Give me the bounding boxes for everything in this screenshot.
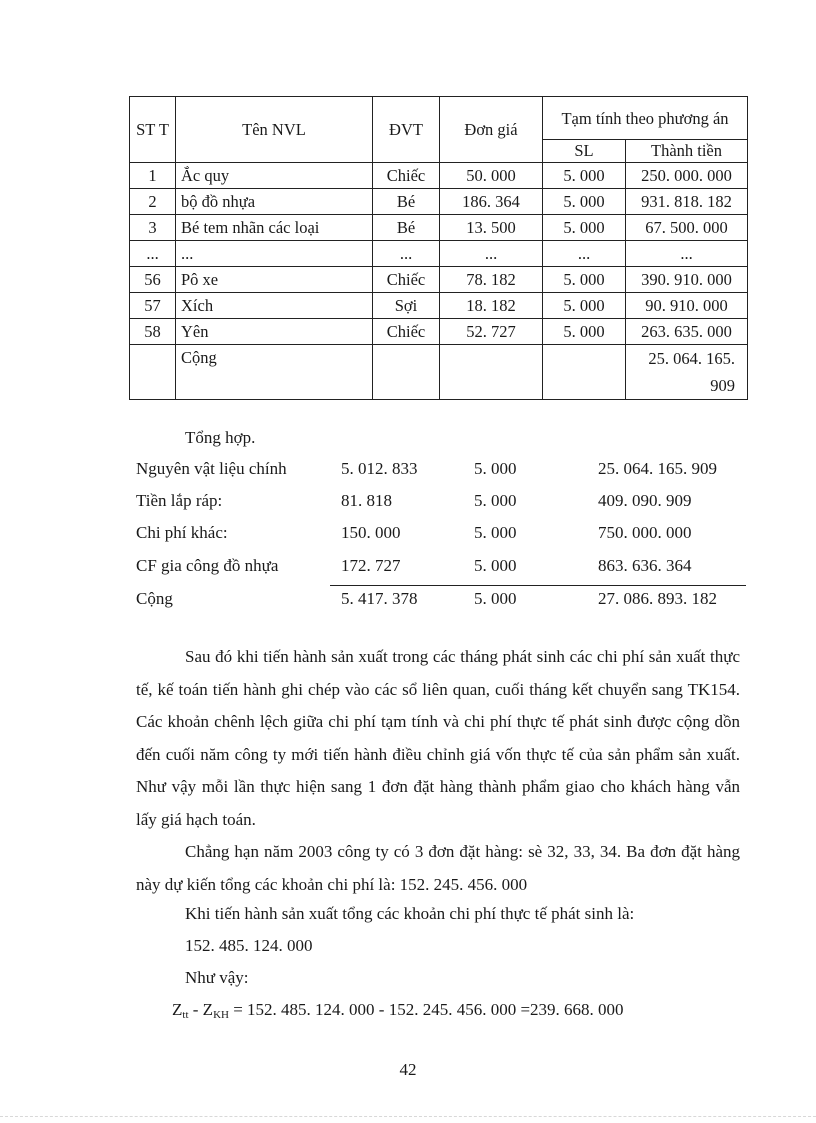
cell-stt: 2 xyxy=(130,189,176,215)
cell-name: bộ đồ nhựa xyxy=(176,189,373,215)
text-line: 152. 485. 124. 000 xyxy=(185,936,313,955)
cell-stt: ... xyxy=(130,241,176,267)
table-row xyxy=(130,189,748,215)
formula-minus: - Z xyxy=(188,1000,214,1019)
formula-line xyxy=(172,1000,624,1021)
page-bottom-border xyxy=(0,1116,816,1117)
cell-unit: Sợi xyxy=(373,293,440,319)
cell-qty: 5. 000 xyxy=(543,267,626,293)
summary-qty: 5. 000 xyxy=(474,589,517,608)
table-row xyxy=(130,267,748,293)
header-qty: SL xyxy=(543,140,626,163)
cell-name: Yên xyxy=(176,319,373,345)
header-name: Tên NVL xyxy=(176,97,373,163)
cell-name: Bé tem nhãn các loại xyxy=(176,215,373,241)
cell-name: ... xyxy=(176,241,373,267)
paragraph-2: Chẳng hạn năm 2003 công ty có 3 đơn đặt hàng: sè 32, 33, 34. Ba đơn đặt hàng này dự kiến tổng các khoản chi phí là: 152. 245. 456. 000 xyxy=(136,842,740,894)
cell-empty xyxy=(543,345,626,400)
formula-sub-kh: KH xyxy=(213,1009,229,1021)
table-row xyxy=(130,319,748,345)
summary-total: 863. 636. 364 xyxy=(598,556,692,575)
cell-price: 13. 500 xyxy=(440,215,543,241)
cell-price: 52. 727 xyxy=(440,319,543,345)
table-row xyxy=(130,215,748,241)
cell-empty xyxy=(130,345,176,400)
cell-qty: 5. 000 xyxy=(543,293,626,319)
formula-sub-tt: tt xyxy=(182,1009,189,1021)
table-total-row xyxy=(130,345,748,400)
text-line: Như vậy: xyxy=(185,968,249,987)
summary-unit-cost: 5. 012. 833 xyxy=(341,459,418,478)
summary-label: Cộng xyxy=(136,589,173,608)
summary-unit-cost: 81. 818 xyxy=(341,491,392,510)
summary-total: 750. 000. 000 xyxy=(598,523,692,542)
summary-qty: 5. 000 xyxy=(474,556,517,575)
summary-qty: 5. 000 xyxy=(474,459,517,478)
header-price: Đơn giá xyxy=(440,97,543,163)
cell-price: 50. 000 xyxy=(440,163,543,189)
cell-unit: Chiếc xyxy=(373,267,440,293)
cell-empty xyxy=(373,345,440,400)
formula-rest: = 152. 485. 124. 000 - 152. 245. 456. 000 =239. 668. 000 xyxy=(228,1000,624,1019)
summary-unit-cost: 5. 417. 378 xyxy=(341,589,418,608)
summary-qty: 5. 000 xyxy=(474,523,517,542)
text-line: Khi tiến hành sản xuất tổng các khoản chi phí thực tế phát sinh là: xyxy=(185,904,635,923)
header-stt: ST T xyxy=(130,97,176,163)
header-amount: Thành tiền xyxy=(626,140,748,163)
formula-z: Z xyxy=(172,1000,183,1019)
materials-table xyxy=(129,96,748,400)
total-label: Cộng xyxy=(176,345,373,400)
cell-amount: 250. 000. 000 xyxy=(626,163,748,189)
cell-price: 18. 182 xyxy=(440,293,543,319)
summary-row xyxy=(136,459,748,483)
table-header-row xyxy=(130,97,748,140)
cell-stt: 56 xyxy=(130,267,176,293)
summary-row xyxy=(136,491,748,515)
cell-amount: 90. 910. 000 xyxy=(626,293,748,319)
summary-unit-cost: 150. 000 xyxy=(341,523,401,542)
cell-price: 78. 182 xyxy=(440,267,543,293)
summary-total: 25. 064. 165. 909 xyxy=(598,459,717,478)
cell-qty: ... xyxy=(543,241,626,267)
table-row xyxy=(130,163,748,189)
cell-amount: ... xyxy=(626,241,748,267)
cell-empty xyxy=(440,345,543,400)
cell-amount: 263. 635. 000 xyxy=(626,319,748,345)
cell-amount: 67. 500. 000 xyxy=(626,215,748,241)
cell-stt: 1 xyxy=(130,163,176,189)
cell-stt: 57 xyxy=(130,293,176,319)
cell-price: ... xyxy=(440,241,543,267)
cell-name: Ắc quy xyxy=(176,163,373,189)
summary-unit-cost: 172. 727 xyxy=(341,556,401,575)
summary-row xyxy=(136,523,748,547)
cell-unit: Bé xyxy=(373,189,440,215)
summary-total-row xyxy=(136,589,748,613)
summary-label: Chi phí khác: xyxy=(136,523,228,542)
cell-unit: Chiếc xyxy=(373,319,440,345)
cell-unit: Bé xyxy=(373,215,440,241)
cell-amount: 931. 818. 182 xyxy=(626,189,748,215)
header-unit: ĐVT xyxy=(373,97,440,163)
cell-stt: 58 xyxy=(130,319,176,345)
cell-qty: 5. 000 xyxy=(543,215,626,241)
summary-total: 409. 090. 909 xyxy=(598,491,692,510)
table-row xyxy=(130,241,748,267)
paragraph-1: Sau đó khi tiến hành sản xuất trong các tháng phát sinh các chi phí sản xuất thực tế, kế toán tiến hành ghi chép vào các sổ liên quan, cuối tháng kết chuyển sang TK154. Các khoản chênh lệch giữa chi phí tạm tính và chi phí thực tế phát sinh được cộng dồn đến cuối năm công ty mới tiến hành điều chỉnh giá vốn thực tế của sản phẩm sản xuất. Như vậy mỗi lần thực hiện sang 1 đơn đặt hàng thành phẩm giao cho khách hàng vẫn lấy giá hạch toán. xyxy=(136,647,740,829)
summary-title: Tổng hợp. xyxy=(185,428,256,447)
header-group: Tạm tính theo phương án xyxy=(543,97,748,140)
cell-amount: 390. 910. 000 xyxy=(626,267,748,293)
summary-total: 27. 086. 893. 182 xyxy=(598,589,717,608)
table-row xyxy=(130,293,748,319)
summary-label: Nguyên vật liệu chính xyxy=(136,459,287,478)
cell-name: Pô xe xyxy=(176,267,373,293)
summary-label: CF gia công đồ nhựa xyxy=(136,556,279,575)
cell-qty: 5. 000 xyxy=(543,163,626,189)
summary-label: Tiền lắp ráp: xyxy=(136,491,223,510)
total-amount: 25. 064. 165. 909 xyxy=(626,345,748,400)
summary-row xyxy=(136,556,748,580)
cell-qty: 5. 000 xyxy=(543,189,626,215)
summary-divider xyxy=(330,585,746,586)
cell-name: Xích xyxy=(176,293,373,319)
cell-qty: 5. 000 xyxy=(543,319,626,345)
cell-price: 186. 364 xyxy=(440,189,543,215)
cell-unit: ... xyxy=(373,241,440,267)
cell-unit: Chiếc xyxy=(373,163,440,189)
cell-stt: 3 xyxy=(130,215,176,241)
page-number: 42 xyxy=(399,1060,417,1079)
summary-qty: 5. 000 xyxy=(474,491,517,510)
